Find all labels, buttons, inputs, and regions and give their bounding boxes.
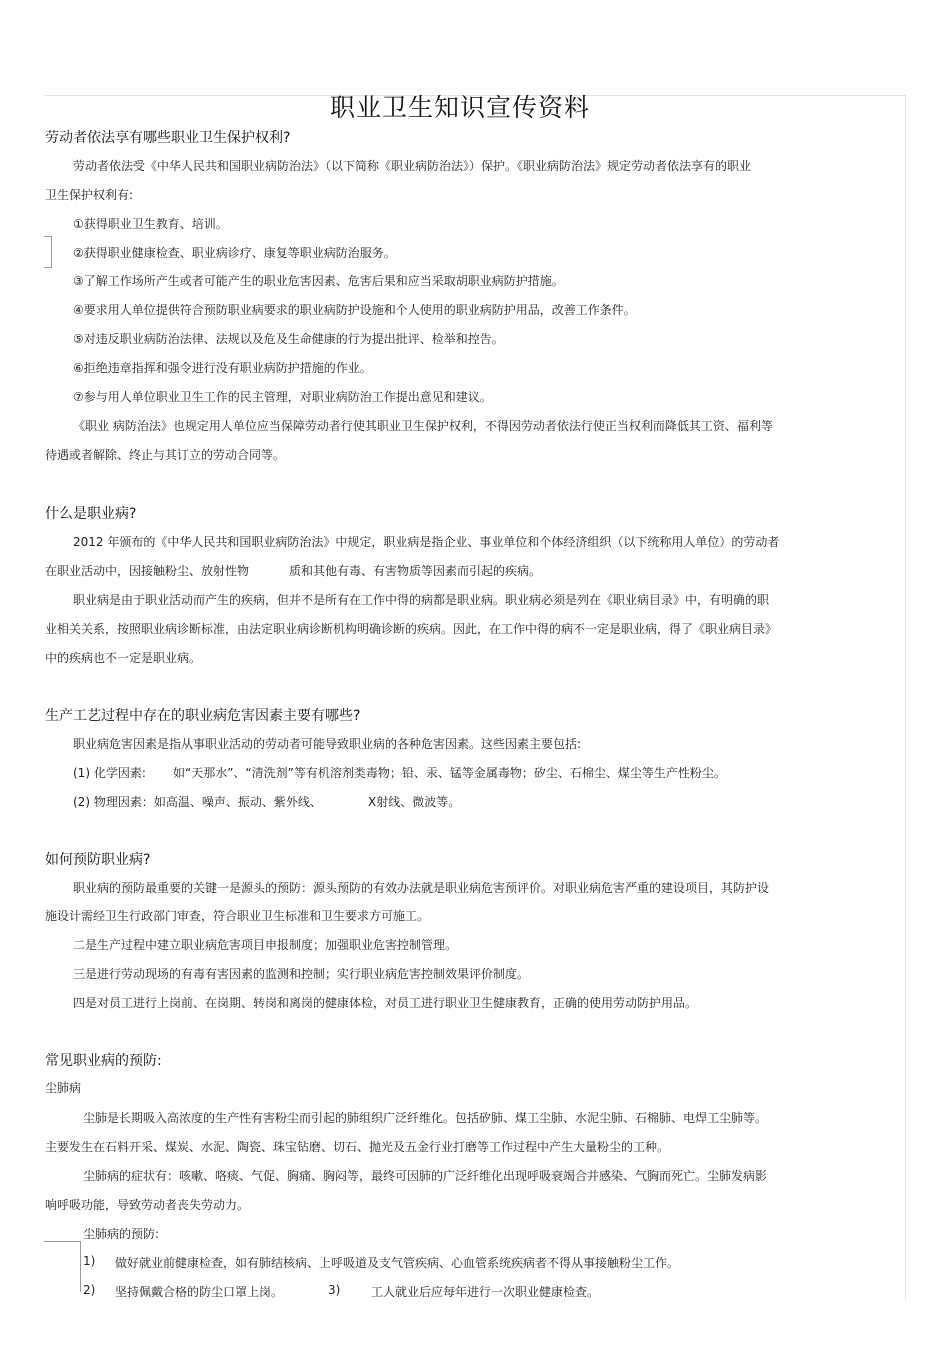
paragraph-line: 质和其他有毒、有害物质等因素而引起的疾病。: [289, 564, 542, 578]
paragraph-line: 2012 年颁布的《中华人民共和国职业病防治法》中规定，职业病是指企业、事业单位和个体经济组织（以下统称用人单位）的劳动者: [73, 535, 780, 549]
paragraph-line: 主要发生在石料开采、煤炭、水泥、陶瓷、珠宝钻磨、切石、抛光及五金行业打磨等工作过程中产生大量粉尘的工种。: [45, 1140, 670, 1154]
hazard-item-label: (1) 化学因素:: [73, 766, 146, 780]
paragraph-line: 职业病的预防最重要的关键一是源头的预防：源头预防的有效办法就是职业病危害预评价。对职业病危害严重的建设项目，其防护设: [73, 881, 770, 895]
paragraph-line: 四是对员工进行上岗前、在岗期、转岗和离岗的健康体检，对员工进行职业卫生健康教育，正确的使用劳动防护用品。: [73, 996, 698, 1010]
hazard-item-text: X射线、微波等。: [368, 795, 461, 809]
paragraph-line: 业相关关系，按照职业病诊断标准，由法定职业病诊断机构明确诊断的疾病。因此，在工作中得的病不一定是职业病，得了《职业病目录》: [45, 622, 778, 636]
paragraph-line: 《职业 病防治法》也规定用人单位应当保障劳动者行使其职业卫生保护权利，不得因劳动者依法行使正当权利而降低其工资、福利等: [73, 419, 773, 433]
rights-list-item: ③了解工作场所产生或者可能产生的职业危害因素、危害后果和应当采取胡职业病防护措施。: [73, 274, 564, 288]
paragraph-line: 三是进行劳动现场的有毒有害因素的监测和控制；实行职业病危害控制效果评价制度。: [73, 967, 530, 981]
paragraph-line: 尘肺是长期吸入高浓度的生产性有害粉尘而引起的肺组织广泛纤维化。包括矽肺、煤工尘肺、水泥尘肺、石棉肺、电焊工尘肺等。: [83, 1111, 768, 1125]
paragraph-line: 施设计需经卫生行政部门审查，符合职业卫生标准和卫生要求方可施工。: [45, 909, 430, 923]
paragraph-line: 尘肺病的症状有：咳嗽、咯痰、气促、胸痛、胸闷等，最终可因肺的广泛纤维化出现呼吸衰竭合并感染、气胸而死亡。尘肺发病影: [83, 1169, 768, 1183]
paragraph-line: 二是生产过程中建立职业病危害项目申报制度；加强职业危害控制管理。: [73, 938, 458, 952]
rights-list-item: ④要求用人单位提供符合预防职业病要求的职业病防护设施和个人使用的职业病防护用品，改善工作条件。: [73, 303, 636, 317]
hazard-item-label: (2) 物理因素：如高温、噪声、振动、紫外线、: [73, 795, 322, 809]
paragraph-line: 待遇或者解除、终止与其订立的劳动合同等。: [45, 448, 286, 462]
prevention-item-number: 3): [328, 1283, 341, 1297]
rights-list-item: ⑥拒绝违章指挥和强令进行没有职业病防护措施的作业。: [73, 361, 372, 375]
rights-list-item: ①获得职业卫生教育、培训。: [73, 217, 228, 231]
hazard-item-text: 如“天那水”、“清洗剂”等有机溶剂类毒物；铅、汞、锰等金属毒物；矽尘、石棉尘、煤尘等生产性粉尘。: [173, 766, 726, 780]
rights-list-item: ⑦参与用人单位职业卫生工作的民主管理，对职业病防治工作提出意见和建议。: [73, 390, 492, 404]
prevention-item-number: 2): [83, 1283, 96, 1297]
prevention-item-text: 坚持佩戴合格的防尘口罩上岗。: [115, 1285, 284, 1299]
margin-bracket-mark: [44, 236, 52, 268]
rights-list-item: ⑤对违反职业病防治法律、法规以及危及生命健康的行为提出批评、检举和控告。: [73, 332, 504, 346]
prevention-item-text: 做好就业前健康检查，如有肺结核病、上呼吸道及支气管疾病、心血管系统疾病者不得从事接触粉尘工作。: [115, 1256, 680, 1270]
paragraph-line: 卫生保护权利有:: [45, 188, 134, 202]
prevention-item-text: 工人就业后应每年进行一次职业健康检查。: [371, 1285, 600, 1299]
section-heading-occupational-disease: 什么是职业病?: [45, 506, 137, 522]
paragraph-line: 在职业活动中，因接触粉尘、放射性物: [45, 564, 250, 578]
page-frame-right-line: [905, 95, 906, 1300]
section-heading-hazard-factors: 生产工艺过程中存在的职业病危害因素主要有哪些?: [45, 708, 361, 724]
subheading-pneumoconiosis: 尘肺病: [45, 1081, 82, 1095]
paragraph-line: 中的疾病也不一定是职业病。: [45, 651, 202, 665]
rights-list-item: ②获得职业健康检查、职业病诊疗、康复等职业病防治服务。: [73, 246, 396, 260]
paragraph-line: 响呼吸功能，导致劳动者丧失劳动力。: [45, 1198, 250, 1212]
paragraph-line: 职业病是由于职业活动而产生的疾病，但并不是所有在工作中得的病都是职业病。职业病必须是列在《职业病目录》中，有明确的职: [73, 593, 770, 607]
section-heading-rights: 劳动者依法享有哪些职业卫生保护权利?: [45, 130, 291, 146]
paragraph-line: 劳动者依法受《中华人民共和国职业病防治法》（以下简称《职业病防治法》）保护。《职业病防治法》规定劳动者依法享有的职业: [73, 159, 752, 173]
prevention-item-number: 1): [83, 1254, 96, 1268]
page-title: 职业卫生知识宣传资料: [330, 93, 591, 122]
paragraph-line: 职业病危害因素是指从事职业活动的劳动者可能导致职业病的各种危害因素。这些因素主要包括:: [73, 737, 582, 751]
margin-corner-mark: [44, 1241, 81, 1292]
section-heading-prevention: 如何预防职业病?: [45, 852, 151, 868]
prevention-label: 尘肺病的预防:: [83, 1227, 160, 1241]
section-heading-common-diseases: 常见职业病的预防:: [45, 1053, 162, 1069]
